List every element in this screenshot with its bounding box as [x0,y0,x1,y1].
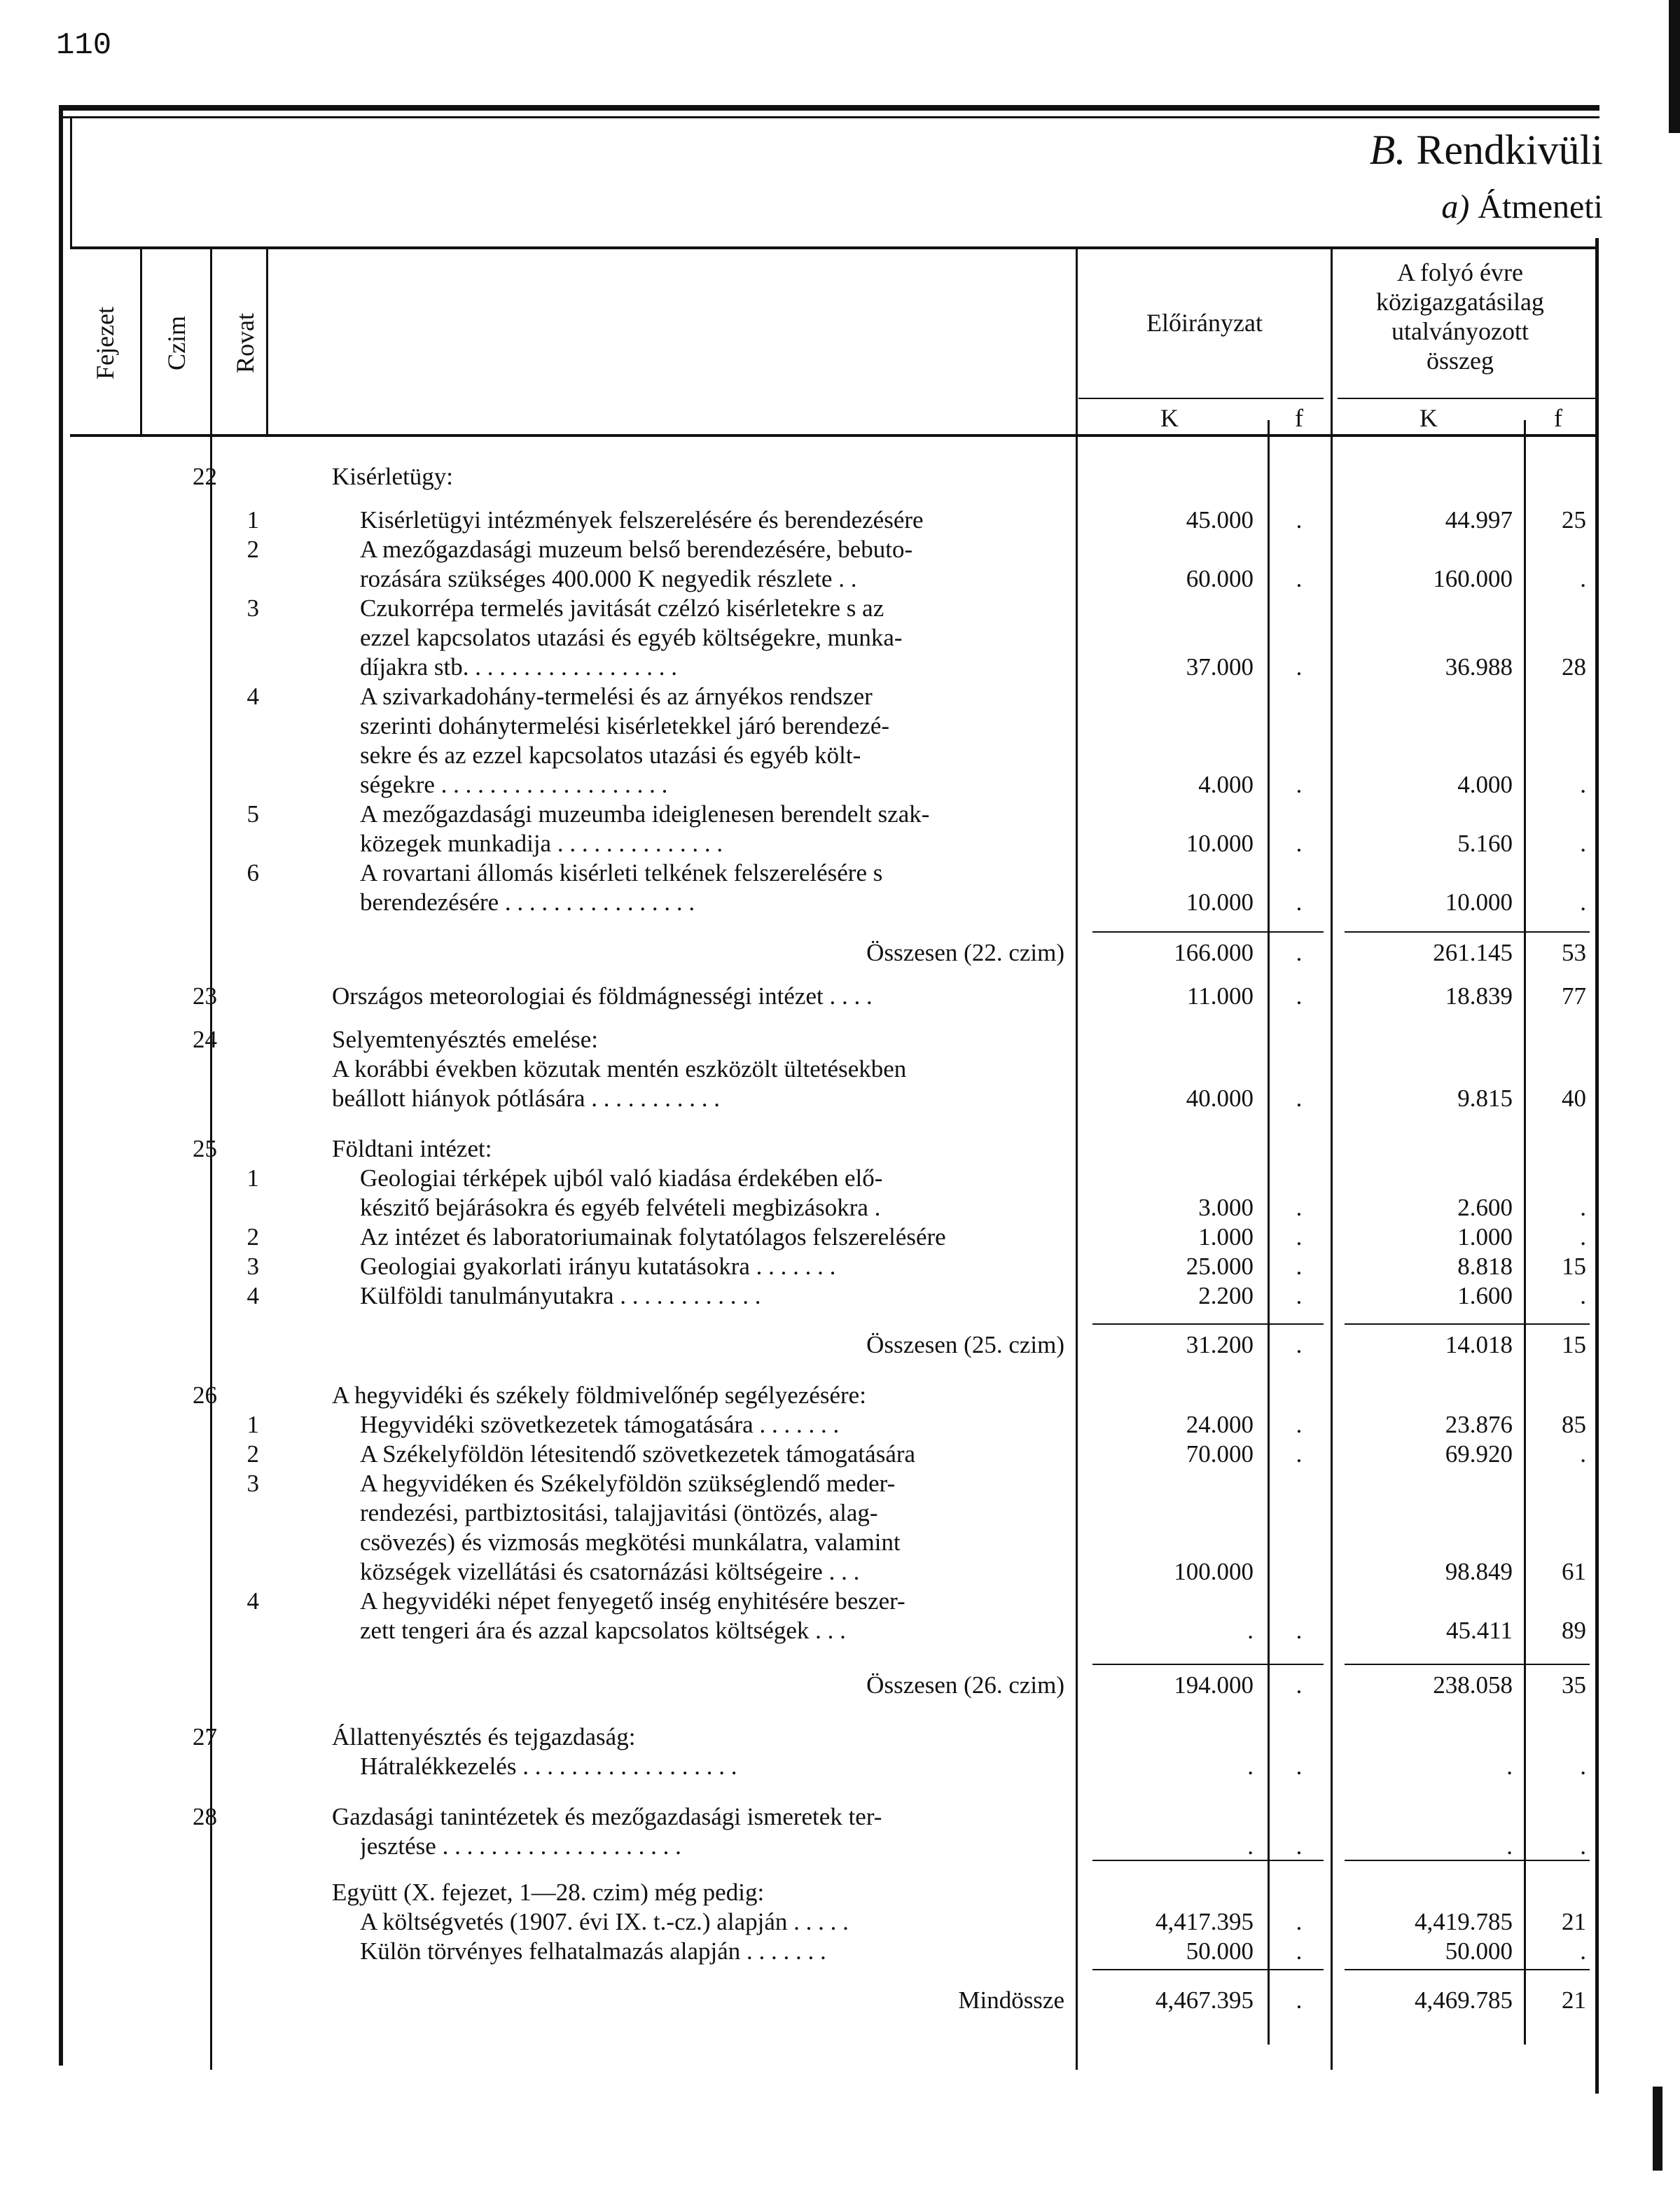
eloiranyzat-korona-cell: 4,467.395 [1155,1986,1254,2014]
eloiranyzat-korona-cell: 31.200 [1186,1331,1254,1358]
description-cell: zett tengeri ára és azzal kapcsolatos költségek . . . [360,1617,846,1644]
utalvanyozott-korona-cell: 1.600 [1457,1282,1513,1309]
table-row [0,623,1680,653]
edge-mark [1669,0,1680,133]
eloiranyzat-filler-cell: . [1296,1832,1303,1860]
utalvanyozott-filler-cell: 25 [1562,506,1586,534]
description-cell: szerinti dohánytermelési kisérletekkel járó berendezé- [360,712,890,739]
description-cell: ségekre . . . . . . . . . . . . . . . . . . . [360,771,668,798]
bottom-right-mark [1653,2087,1662,2171]
utalvanyozott-korona-cell: 9.815 [1457,1085,1513,1112]
eloiranyzat-filler-cell: . [1296,1411,1303,1438]
utalvanyozott-korona-cell: 8.818 [1457,1253,1513,1280]
eloiranyzat-filler-cell: . [1296,830,1303,857]
table-row [0,1528,1680,1557]
utalvanyozott-korona-cell: 45.411 [1446,1617,1513,1644]
utalvanyozott-filler-cell: . [1580,1440,1586,1468]
header-top-rule [70,246,1597,249]
czim-cell: 25 [193,1135,217,1162]
czim-cell: 22 [193,463,217,490]
utalvanyozott-korona-cell: 36.988 [1445,653,1513,681]
table-row [0,462,1680,492]
utalvanyozott-filler-cell: . [1580,1282,1586,1309]
description-cell: rozására szükséges 400.000 K negyedik részlete . . [360,565,857,592]
eloiranyzat-filler-cell: . [1296,565,1303,592]
utalvanyozott-korona-cell: 2.600 [1457,1194,1513,1221]
utalvanyozott-filler-cell: 40 [1562,1085,1586,1112]
table-row [0,1616,1680,1645]
description-cell: A szivarkadohány-termelési és az árnyékos rendszer [360,683,873,710]
description-cell: Kisérletügy: [332,463,454,490]
eloiranyzat-korona-cell: 100.000 [1174,1558,1254,1585]
utalvanyozott-korona-cell: 238.058 [1433,1671,1513,1699]
table-row [0,1907,1680,1937]
table-row [0,711,1680,741]
utalvanyozott-korona-cell: 5.160 [1457,830,1513,857]
rovat-cell: 5 [247,800,259,828]
section-title-text: Rendkivüli [1416,127,1603,173]
eloiranyzat-korona-cell: 37.000 [1186,653,1254,681]
utalvanyozott-filler-cell: . [1580,830,1586,857]
top-rule-thin [59,116,1599,118]
rovat-cell: 4 [247,683,259,710]
utalvanyozott-korona-cell: 44.997 [1445,506,1513,534]
table-row [0,564,1680,594]
header-bottom-rule [70,434,1597,437]
kf-rule-1 [1078,398,1324,399]
utalvanyozott-filler-cell: 35 [1562,1671,1586,1699]
utalvanyozott-korona-cell: . [1506,1832,1513,1860]
header-czim: Czim [162,316,190,370]
czim-cell: 24 [193,1026,217,1053]
table-row [0,982,1680,1011]
eloiranyzat-korona-cell: 194.000 [1174,1671,1254,1699]
description-cell: Összesen (26. czim) [866,1671,1064,1699]
utalvanyozott-korona-cell: 4,469.785 [1415,1986,1513,2014]
sum-rule-total [1092,1969,1324,1970]
czim-cell: 28 [193,1803,217,1830]
utalvanyozott-filler-cell: . [1580,889,1586,916]
table-row [0,1440,1680,1469]
description-cell: A hegyvidéken és Székelyföldön szükséglendő meder- [360,1470,896,1497]
sum-rule-26-b [1345,1664,1590,1665]
eloiranyzat-korona-cell: 2.200 [1198,1282,1254,1309]
table-row [0,1084,1680,1113]
description-cell: Külön törvényes felhatalmazás alapján . . . . . . . [360,1937,826,1965]
header-k-2: K [1419,404,1438,432]
description-cell: beállott hiányok pótlására . . . . . . . . . . . [332,1085,721,1112]
utalvanyozott-korona-cell: 261.145 [1433,939,1513,966]
table-row [0,1722,1680,1752]
description-cell: készitő bejárásokra és egyéb felvételi megbizásokra . [360,1194,881,1221]
description-cell: A hegyvidéki népet fenyegető inség enyhitésére beszer- [360,1587,905,1615]
header-f-1: f [1295,404,1303,432]
table-row [0,1878,1680,1907]
rovat-cell: 3 [247,1253,259,1280]
description-cell: A mezőgazdasági muzeumba ideiglenesen berendelt szak- [360,800,930,828]
description-cell: A mezőgazdasági muzeum belső berendezésére, bebuto- [360,536,913,563]
description-cell: Hegyvidéki szövetkezetek támogatására . . . . . . . [360,1411,840,1438]
description-cell: Összesen (25. czim) [866,1331,1064,1358]
description-cell: Együtt (X. fejezet, 1—28. czim) még pedig: [332,1879,765,1906]
table-row [0,1498,1680,1528]
table-row [0,1752,1680,1781]
utalvanyozott-korona-cell: 98.849 [1445,1558,1513,1585]
czim-cell: 27 [193,1723,217,1750]
rovat-cell: 1 [247,1164,259,1192]
eloiranyzat-korona-cell: 45.000 [1186,506,1254,534]
rovat-cell: 3 [247,1470,259,1497]
eloiranyzat-filler-cell: . [1296,1223,1303,1251]
description-cell: Külföldi tanulmányutakra . . . . . . . . . . . . [360,1282,761,1309]
description-cell: községek vizellátási és csatornázási költségeire . . . [360,1558,860,1585]
rovat-cell: 1 [247,1411,259,1438]
czim-cell: 23 [193,982,217,1010]
description-cell: Összesen (22. czim) [866,939,1064,966]
eloiranyzat-filler-cell: . [1296,1753,1303,1780]
eloiranyzat-filler-cell: . [1296,1617,1303,1644]
eloiranyzat-filler-cell: . [1296,1282,1303,1309]
table-row [0,1557,1680,1587]
utalvanyozott-filler-cell: 85 [1562,1411,1586,1438]
eloiranyzat-filler-cell: . [1296,889,1303,916]
eloiranyzat-filler-cell: . [1296,653,1303,681]
description-cell: Kisérletügyi intézmények felszerelésére és berendezésére [360,506,924,534]
description-cell: ezzel kapcsolatos utazási és egyéb költségekre, munka- [360,624,903,651]
sum-rule-28 [1092,1860,1324,1861]
eloiranyzat-korona-cell: 40.000 [1186,1085,1254,1112]
eloiranyzat-filler-cell: . [1296,1194,1303,1221]
description-cell: A korábbi években közutak mentén eszközölt ültetésekben [332,1055,907,1082]
table-row [0,1986,1680,2015]
table-row [0,1330,1680,1360]
table-row [0,1025,1680,1054]
utalvanyozott-filler-cell: 53 [1562,939,1586,966]
top-rule-thick [59,105,1599,111]
description-cell: Selyemtenyésztés emelése: [332,1026,598,1053]
table-row [0,741,1680,770]
rovat-cell: 2 [247,536,259,563]
rovat-cell: 4 [247,1282,259,1309]
section-prefix: B. [1369,127,1406,173]
eloiranyzat-korona-cell: 50.000 [1186,1937,1254,1965]
utalvanyozott-filler-cell: 15 [1562,1331,1586,1358]
description-cell: A költségvetés (1907. évi IX. t.-cz.) alapján . . . . . [360,1908,849,1935]
description-cell: berendezésére . . . . . . . . . . . . . . . . [360,889,695,916]
utalvanyozott-filler-cell: 89 [1562,1617,1586,1644]
eloiranyzat-korona-cell: 3.000 [1198,1194,1254,1221]
table-row [0,770,1680,800]
description-cell: Geologiai térképek ujból való kiadása érdekében elő- [360,1164,883,1192]
table-row [0,506,1680,535]
utalvanyozott-filler-cell: 15 [1562,1253,1586,1280]
eloiranyzat-korona-cell: 166.000 [1174,939,1254,966]
eloiranyzat-korona-cell: 24.000 [1186,1411,1254,1438]
table-row [0,1802,1680,1832]
kf-rule-2 [1338,398,1597,399]
eloiranyzat-korona-cell: . [1247,1617,1254,1644]
description-cell: Az intézet és laboratoriumainak folytatólagos felszerelésére [360,1223,946,1251]
rovat-cell: 4 [247,1587,259,1615]
utalvanyozott-filler-cell: 21 [1562,1908,1586,1935]
description-cell: Földtani intézet: [332,1135,492,1162]
sum-rule-22-b [1345,931,1590,933]
header-k-1: K [1160,404,1179,432]
table-row [0,1832,1680,1861]
section-title [1370,126,1603,174]
rovat-cell: 3 [247,594,259,622]
description-cell: Czukorrépa termelés javitását czélzó kisérletekre s az [360,594,884,622]
eloiranyzat-korona-cell: 10.000 [1186,830,1254,857]
utalvanyozott-korona-cell: . [1506,1753,1513,1780]
description-cell: közegek munkadija . . . . . . . . . . . . . . [360,830,723,857]
description-cell: A Székelyföldön létesitendő szövetkezetek támogatására [360,1440,916,1468]
utalvanyozott-korona-cell: 69.920 [1445,1440,1513,1468]
table-row [0,1193,1680,1223]
eloiranyzat-korona-cell: 1.000 [1198,1223,1254,1251]
utalvanyozott-filler-cell: . [1580,1194,1586,1221]
rovat-cell: 6 [247,859,259,886]
description-cell: Mindössze [958,1986,1064,2014]
eloiranyzat-korona-cell: 11.000 [1187,982,1254,1010]
sum-rule-28-b [1345,1860,1590,1861]
eloiranyzat-filler-cell: . [1296,1085,1303,1112]
header-rovat: Rovat [231,313,259,373]
left-border-inner [70,116,72,249]
eloiranyzat-korona-cell: 4,417.395 [1155,1908,1254,1935]
eloiranyzat-korona-cell: 10.000 [1186,889,1254,916]
table-row [0,1223,1680,1252]
eloiranyzat-korona-cell: 60.000 [1186,565,1254,592]
eloiranyzat-filler-cell: . [1296,771,1303,798]
description-cell: A rovartani állomás kisérleti telkének felszerelésére s [360,859,883,886]
table-row [0,800,1680,829]
description-cell: Állattenyésztés és tejgazdaság: [332,1723,636,1750]
eloiranyzat-filler-cell: . [1296,506,1303,534]
utalvanyozott-filler-cell: . [1580,1937,1586,1965]
table-row [0,1281,1680,1311]
rovat-cell: 2 [247,1440,259,1468]
description-cell: csövezés) és vizmosás megkötési munkálatra, valamint [360,1529,901,1556]
description-cell: Hátralékkezelés . . . . . . . . . . . . . . . . . . [360,1753,737,1780]
table-row [0,682,1680,711]
utalvanyozott-filler-cell: . [1580,771,1586,798]
utalvanyozott-filler-cell: . [1580,1223,1586,1251]
utalvanyozott-korona-cell: 14.018 [1445,1331,1513,1358]
table-row [0,1469,1680,1498]
eloiranyzat-korona-cell: 25.000 [1186,1253,1254,1280]
subsection-prefix: a) [1441,188,1470,225]
header-folyo-evre: A folyó évre közigazgatásilag utalványozott összeg [1376,258,1544,375]
eloiranyzat-filler-cell: . [1296,939,1303,966]
table-row [0,535,1680,564]
table-row [0,1164,1680,1193]
utalvanyozott-filler-cell: 21 [1562,1986,1586,2014]
table-row [0,1671,1680,1700]
header-f-2: f [1554,404,1562,432]
table-row [0,1252,1680,1281]
utalvanyozott-filler-cell: . [1580,1832,1586,1860]
description-cell: jesztése . . . . . . . . . . . . . . . . . . . . [360,1832,681,1860]
table-row [0,594,1680,623]
subsection-title [1441,188,1603,226]
czim-cell: 26 [193,1381,217,1409]
eloiranyzat-korona-cell: 70.000 [1186,1440,1254,1468]
table-row [0,1381,1680,1410]
eloiranyzat-filler-cell: . [1296,1331,1303,1358]
utalvanyozott-filler-cell: . [1580,565,1586,592]
sum-rule-25 [1092,1323,1324,1325]
utalvanyozott-filler-cell: 77 [1562,982,1586,1010]
table-row [0,888,1680,917]
description-cell: sekre és az ezzel kapcsolatos utazási és egyéb költ- [360,742,861,769]
eloiranyzat-filler-cell: . [1296,1937,1303,1965]
description-cell: A hegyvidéki és székely földmivelőnép segélyezésére: [332,1381,866,1409]
eloiranyzat-korona-cell: 4.000 [1198,771,1254,798]
header-fejezet: Fejezet [91,307,120,380]
eloiranyzat-filler-cell: . [1296,1671,1303,1699]
eloiranyzat-filler-cell: . [1296,1253,1303,1280]
utalvanyozott-korona-cell: 1.000 [1457,1223,1513,1251]
table-row [0,829,1680,858]
sum-rule-22 [1092,931,1324,933]
utalvanyozott-korona-cell: 4.000 [1457,771,1513,798]
table-row [0,1054,1680,1084]
table-row [0,1134,1680,1164]
table-row [0,858,1680,888]
eloiranyzat-filler-cell: . [1296,1440,1303,1468]
description-cell: Gazdasági tanintézetek és mezőgazdasági ismeretek ter- [332,1803,882,1830]
sum-rule-total-b [1345,1969,1590,1970]
utalvanyozott-korona-cell: 10.000 [1445,889,1513,916]
rovat-cell: 1 [247,506,259,534]
eloiranyzat-korona-cell: . [1247,1832,1254,1860]
description-cell: rendezési, partbiztositási, talajjavitási (öntözés, alag- [360,1499,878,1526]
utalvanyozott-korona-cell: 160.000 [1433,565,1513,592]
utalvanyozott-korona-cell: 4,419.785 [1415,1908,1513,1935]
description-cell: Országos meteorologiai és földmágnességi intézet . . . . [332,982,873,1010]
eloiranyzat-filler-cell: . [1296,1908,1303,1935]
table-row [0,653,1680,682]
rovat-cell: 2 [247,1223,259,1251]
subsection-title-text: Átmeneti [1478,188,1603,225]
sum-rule-25-b [1345,1323,1590,1325]
utalvanyozott-korona-cell: 18.839 [1445,982,1513,1010]
eloiranyzat-korona-cell: . [1247,1753,1254,1780]
eloiranyzat-filler-cell: . [1296,1986,1303,2014]
eloiranyzat-filler-cell: . [1296,982,1303,1010]
page-number: 110 [56,28,112,63]
table-row [0,1587,1680,1616]
table-row [0,1937,1680,1966]
utalvanyozott-korona-cell: 50.000 [1445,1937,1513,1965]
description-cell: Geologiai gyakorlati irányu kutatásokra . . . . . . . [360,1253,836,1280]
sum-rule-26 [1092,1664,1324,1665]
header-eloiranyzat: Előirányzat [1146,309,1263,337]
description-cell: díjakra stb. . . . . . . . . . . . . . . . . . [360,653,678,681]
table-row [0,1410,1680,1440]
utalvanyozott-filler-cell: 61 [1562,1558,1586,1585]
utalvanyozott-filler-cell: . [1580,1753,1586,1780]
table-row [0,938,1680,968]
utalvanyozott-korona-cell: 23.876 [1445,1411,1513,1438]
utalvanyozott-filler-cell: 28 [1562,653,1586,681]
